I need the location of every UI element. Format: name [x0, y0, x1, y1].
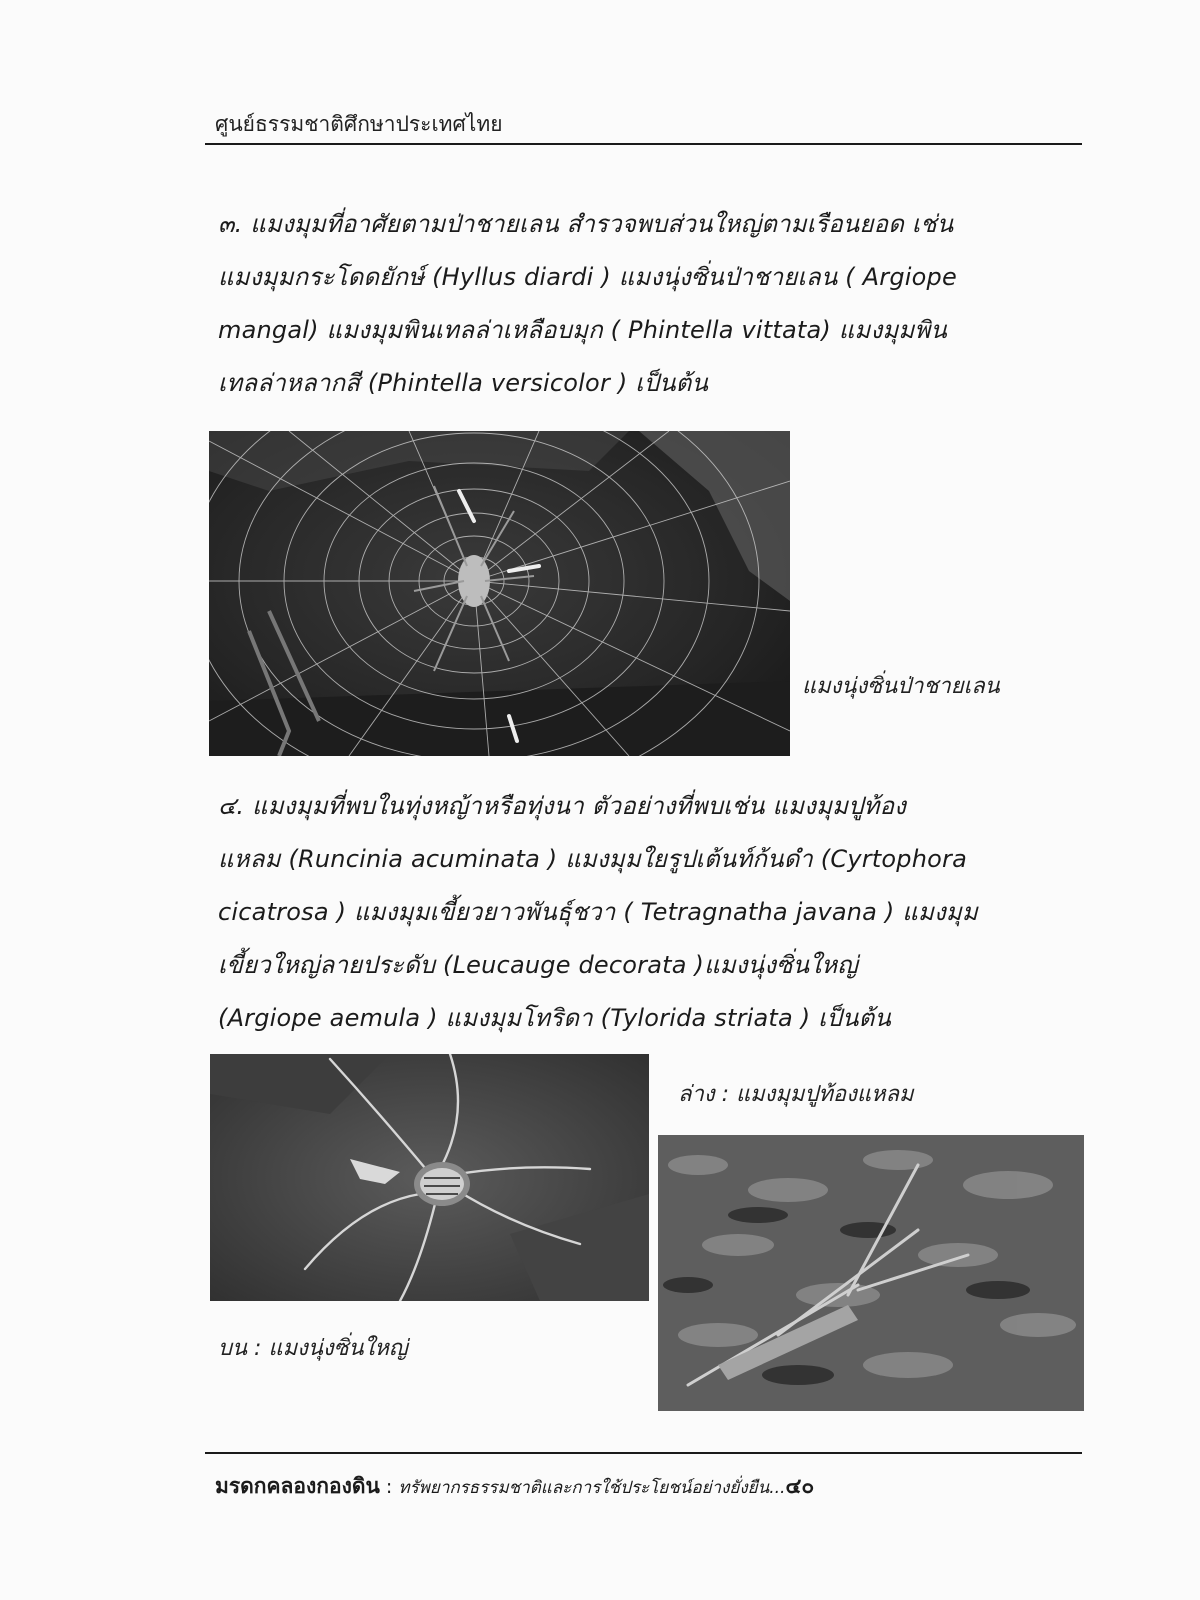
paragraph-line: แหลม (Runcinia acuminata ) แมงมุมใยรูปเต้นท์ก้นดำ (Cyrtophora [218, 845, 967, 873]
paragraph-line: เทลล่าหลากสี (Phintella versicolor ) เป็นต้น [218, 369, 709, 397]
paragraph-line: (Argiope aemula ) แมงมุมโทริดา (Tylorida striata ) เป็นต้น [218, 1004, 891, 1032]
paragraph-line: แมงมุมกระโดดยักษ์ (Hyllus diardi ) แมงนุ่งซิ่นป่าชายเลน ( Argiope [218, 263, 957, 291]
orb-photo-caption: แมงนุ่งซิ่นป่าชายเลน [802, 674, 1000, 699]
section-3-paragraph [218, 198, 1078, 410]
top-photo-caption: บน : แมงนุ่งซิ่นใหญ่ [218, 1336, 408, 1361]
footer-subtitle: ทรัพยากรธรรมชาติและการใช้ประโยชน์อย่างยั่งยืน... [398, 1478, 786, 1498]
header-rule [205, 143, 1082, 145]
argiope-spider-photo [210, 1054, 649, 1301]
footer-separator: : [379, 1476, 399, 1498]
paragraph-line: mangal) แมงมุมพินเทลล่าเหลือบมุก ( Phintella vittata) แมงมุมพิน [218, 316, 948, 344]
footer-rule [205, 1452, 1082, 1454]
bottom-photo-caption: ล่าง : แมงมุมปูท้องแหลม [678, 1082, 914, 1107]
page-footer [215, 1470, 814, 1503]
paragraph-line: เขี้ยวใหญ่ลายประดับ (Leucauge decorata )แมงนุ่งซิ่นใหญ่ [218, 951, 858, 979]
paragraph-line: ๓. แมงมุมที่อาศัยตามป่าชายเลน สำรวจพบส่วนใหญ่ตามเรือนยอด เช่น [218, 210, 954, 238]
paragraph-line: cicatrosa ) แมงมุมเขี้ยวยาวพันธุ์ชวา ( Tetragnatha javana ) แมงมุม [218, 898, 978, 926]
page-number: ๔๐ [785, 1474, 815, 1498]
footer-book-title: มรดกคลองกองดิน [215, 1474, 380, 1498]
header-title: ศูนย์ธรรมชาติศึกษาประเทศไทย [215, 112, 503, 136]
orb-web-spider-photo [209, 431, 790, 756]
crab-spider-photo [658, 1135, 1084, 1411]
paragraph-line: ๔. แมงมุมที่พบในทุ่งหญ้าหรือทุ่งนา ตัวอย่างที่พบเช่น แมงมุมปูท้อง [218, 792, 907, 820]
section-4-paragraph [218, 780, 1078, 1045]
